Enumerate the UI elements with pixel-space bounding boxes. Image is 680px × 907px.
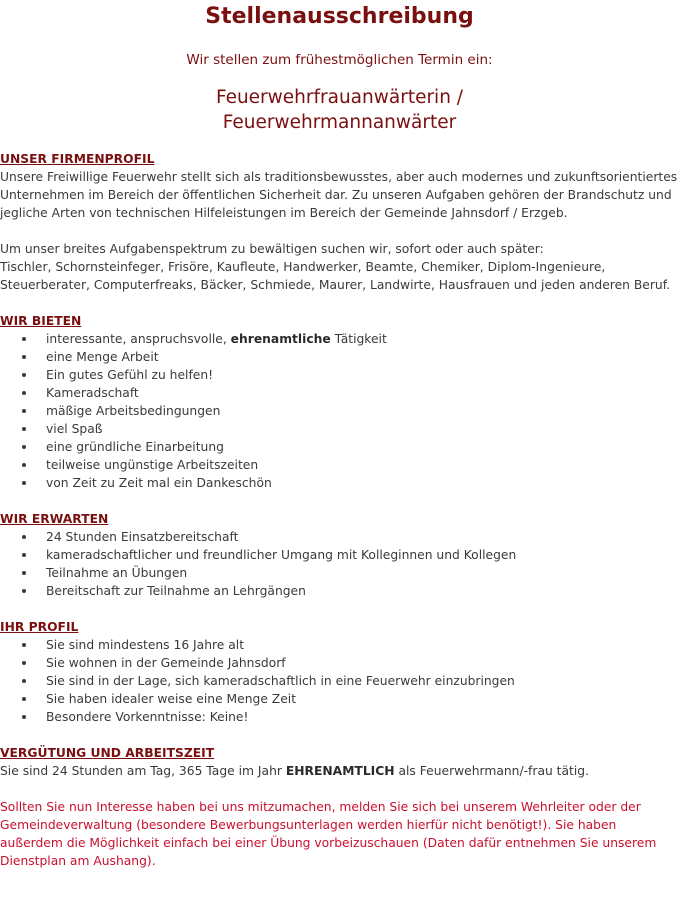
list-item: Sie haben idealer weise eine Menge Zeit: [46, 690, 679, 708]
bullet-icon: [22, 409, 26, 413]
offer-list: [0, 330, 679, 492]
job-posting: [0, 4, 680, 870]
bullet-icon: [22, 463, 26, 467]
list-item: 24 Stunden Einsatzbereitschaft: [46, 528, 679, 546]
list-item: von Zeit zu Zeit mal ein Dankeschön: [46, 474, 679, 492]
list-item: Sie wohnen in der Gemeinde Jahnsdorf: [46, 654, 679, 672]
profile-paragraph-2a: Um unser breites Aufgabenspektrum zu bewältigen suchen wir, sofort oder auch später:: [0, 242, 544, 256]
bullet-icon: [22, 715, 26, 719]
bullet-icon: [22, 643, 26, 647]
bullet-icon: [22, 553, 26, 557]
list-item: Sie sind in der Lage, sich kameradschaftlich in eine Feuerwehr einzubringen: [46, 672, 679, 690]
section-we-offer: [0, 312, 679, 492]
job-title-line-1: Feuerwehrfrauanwärterin /: [215, 87, 464, 108]
page-title: Stellenausschreibung: [205, 4, 474, 29]
section-heading: WIR ERWARTEN: [0, 512, 109, 526]
list-item: kameradschaftlicher und freundlicher Umgang mit Kolleginnen und Kollegen: [46, 546, 679, 564]
section-your-profile: [0, 618, 679, 726]
list-item: eine Menge Arbeit: [46, 348, 679, 366]
emphasis: ehrenamtliche: [230, 332, 331, 346]
section-pay-and-hours: [0, 744, 679, 870]
section-we-expect: [0, 510, 679, 600]
list-item: Teilnahme an Übungen: [46, 564, 679, 582]
list-item: mäßige Arbeitsbedingungen: [46, 402, 679, 420]
bullet-icon: [22, 391, 26, 395]
list-item: Bereitschaft zur Teilnahme an Lehrgängen: [46, 582, 679, 600]
list-item: teilweise ungünstige Arbeitszeiten: [46, 456, 679, 474]
list-item: Sie sind mindestens 16 Jahre alt: [46, 636, 679, 654]
bullet-icon: [22, 697, 26, 701]
profile-paragraph-2b: Tischler, Schornsteinfeger, Frisöre, Kaufleute, Handwerker, Beamte, Chemiker, Diplom-Ingenieure, Steuerberater, Computerfreaks, Bäcker, Schmiede, Maurer, Landwirte, Hausfrauen und jeden anderen Beruf.: [0, 260, 671, 292]
emphasis: EHRENAMTLICH: [285, 764, 395, 778]
bullet-icon: [22, 355, 26, 359]
list-item: interessante, anspruchsvolle, ehrenamtliche Tätigkeit: [46, 330, 679, 348]
profile-paragraph-1: Unsere Freiwillige Feuerwehr stellt sich als traditionsbewusstes, aber auch modernes und zukunftsorientiertes Unternehmen im Bereich der öffentlichen Sicherheit dar. Zu unseren Aufgaben gehören der Brandschutz und jegliche Arten von technischen Hilfeleistungen im Bereich der Gemeinde Jahnsdorf / Erzgeb.: [0, 170, 678, 220]
closing-paragraph: Sollten Sie nun Interesse haben bei uns mitzumachen, melden Sie sich bei unserem Wehrleiter oder der Gemeindeverwaltung (besondere Bewerbungsunterlagen werden hierfür nicht benötigt!). Sie haben außerdem die Möglichkeit einfach bei einer Übung vorbeizuschauen (Daten dafür entnehmen Sie unserem Dienstplan am Aushang).: [0, 800, 657, 868]
list-item: Besondere Vorkenntnisse: Keine!: [46, 708, 679, 726]
section-heading: WIR BIETEN: [0, 314, 82, 328]
section-company-profile: [0, 150, 679, 294]
bullet-icon: [22, 571, 26, 575]
bullet-icon: [22, 661, 26, 665]
bullet-icon: [22, 445, 26, 449]
bullet-icon: [22, 337, 26, 341]
section-heading: IHR PROFIL: [0, 620, 79, 634]
bullet-icon: [22, 679, 26, 683]
section-heading: UNSER FIRMENPROFIL: [0, 152, 155, 166]
list-item: viel Spaß: [46, 420, 679, 438]
intro-line: Wir stellen zum frühestmöglichen Termin ein:: [186, 52, 493, 68]
job-title-line-2: Feuerwehrmannanwärter: [222, 112, 457, 133]
pay-paragraph: Sie sind 24 Stunden am Tag, 365 Tage im Jahr EHRENAMTLICH als Feuerwehrmann/-frau tätig.: [0, 764, 589, 778]
list-item: Kameradschaft: [46, 384, 679, 402]
expect-list: [0, 528, 679, 600]
bullet-icon: [22, 481, 26, 485]
bullet-icon: [22, 427, 26, 431]
list-item: eine gründliche Einarbeitung: [46, 438, 679, 456]
section-heading: VERGÜTUNG UND ARBEITSZEIT: [0, 746, 215, 760]
bullet-icon: [22, 589, 26, 593]
profile-list: [0, 636, 679, 726]
bullet-icon: [22, 373, 26, 377]
job-title: [0, 85, 679, 135]
list-item: Ein gutes Gefühl zu helfen!: [46, 366, 679, 384]
bullet-icon: [22, 535, 26, 539]
